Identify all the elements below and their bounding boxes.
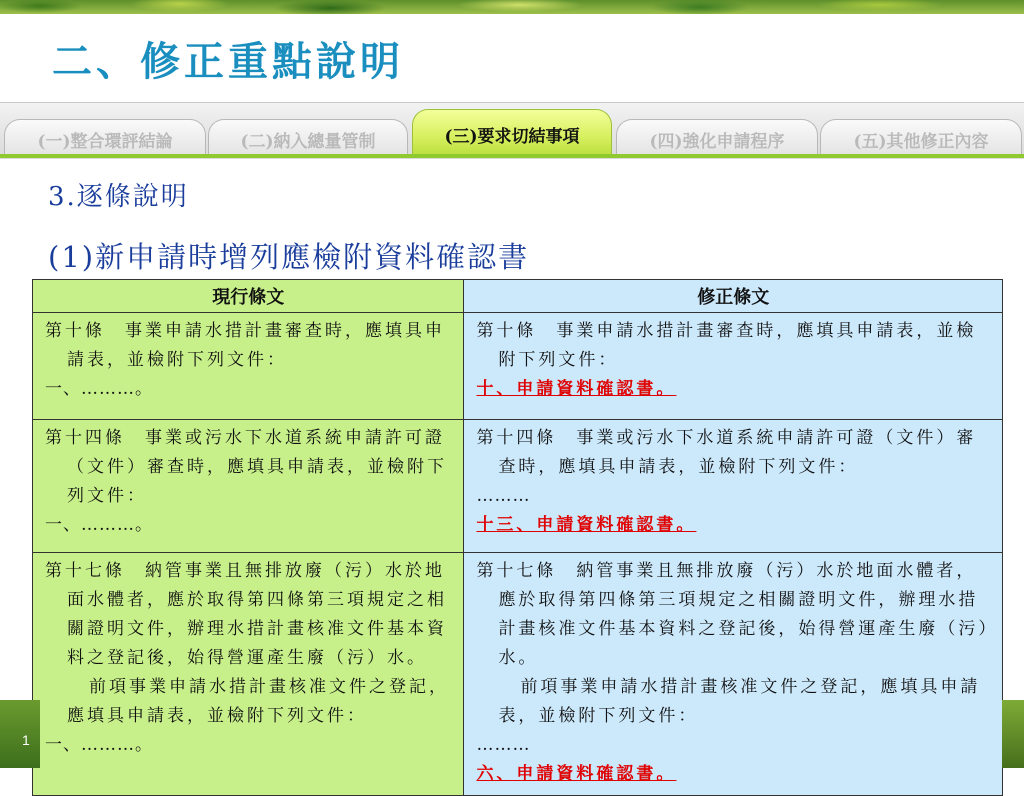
- tab-integrate-eia[interactable]: [4, 119, 206, 158]
- current-article-17: [33, 553, 464, 796]
- added-item: 十、申請資料確認書。: [476, 379, 677, 399]
- ellipsis: ………: [476, 486, 531, 506]
- tab-underline: [0, 154, 1024, 158]
- tab-required-affidavit[interactable]: [412, 109, 612, 158]
- current-article-10: [33, 313, 464, 420]
- ellipsis: ………: [476, 735, 531, 755]
- tab-label: (五)其他修正內容: [853, 131, 989, 152]
- revised-article-10: [464, 313, 1003, 420]
- leaf-decoration: [0, 700, 40, 768]
- article-text: 第十七條 納管事業且無排放廢（污）水於地面水體者，應於取得第四條第三項規定之相關證明文件，辦理水措計畫核准文件基本資料之登記後，始得營運產生廢（污）水。: [476, 561, 990, 668]
- tab-total-control[interactable]: [208, 119, 408, 158]
- tab-bar: [0, 102, 1024, 159]
- revised-article-17: [464, 553, 1003, 796]
- article-text: 第十七條 納管事業且無排放廢（污）水於地面水體者，應於取得第四條第三項規定之相關證明文件，辦理水措計畫核准文件基本資料之登記後，始得營運產生廢（污）水。: [45, 561, 447, 668]
- list-item: 一、………。: [45, 515, 153, 535]
- table-header-row: [33, 280, 1003, 313]
- tab-label: (一)整合環評結論: [37, 131, 173, 152]
- section-heading: 3.逐條說明: [48, 182, 189, 212]
- tab-label: (三)要求切結事項: [444, 126, 580, 147]
- page-title: 二、修正重點說明: [52, 38, 404, 85]
- table-row: [33, 420, 1003, 553]
- comparison-table: [32, 279, 1003, 796]
- page-number: 1: [22, 732, 30, 748]
- leaf-banner: [0, 0, 1024, 14]
- article-text: 第十條 事業申請水措計畫審查時，應填具申請表，並檢附下列文件：: [45, 321, 445, 370]
- tab-label: (四)強化申請程序: [649, 131, 785, 152]
- current-article-14: [33, 420, 464, 553]
- table-row: [33, 313, 1003, 420]
- article-text: 第十四條 事業或污水下水道系統申請許可證（文件）審查時，應填具申請表，並檢附下列文件：: [45, 428, 447, 506]
- article-text: 第十四條 事業或污水下水道系統申請許可證（文件）審查時，應填具申請表，並檢附下列文件：: [476, 428, 977, 477]
- list-item: 一、………。: [45, 379, 153, 399]
- header-current-text: 現行條文: [33, 280, 464, 313]
- article-text: 前項事業申請水措計畫核准文件之登記，應填具申請表，並檢附下列文件：: [498, 677, 981, 726]
- article-text: 前項事業申請水措計畫核准文件之登記，應填具申請表，並檢附下列文件：: [67, 677, 449, 726]
- tab-other-amendments[interactable]: [820, 119, 1022, 158]
- tab-label: (二)納入總量管制: [240, 131, 376, 152]
- section-subheading: (1)新申請時增列應檢附資料確認書: [48, 240, 530, 274]
- revised-article-14: [464, 420, 1003, 553]
- leaf-decoration: [1002, 700, 1024, 768]
- header-revised-text: 修正條文: [464, 280, 1003, 313]
- table-row: [33, 553, 1003, 796]
- added-item: 六、申請資料確認書。: [476, 764, 677, 784]
- list-item: 一、………。: [45, 735, 153, 755]
- added-item: 十三、申請資料確認書。: [476, 515, 697, 535]
- tab-strengthen-procedure[interactable]: [616, 119, 818, 158]
- article-text: 第十條 事業申請水措計畫審查時，應填具申請表，並檢附下列文件：: [476, 321, 977, 370]
